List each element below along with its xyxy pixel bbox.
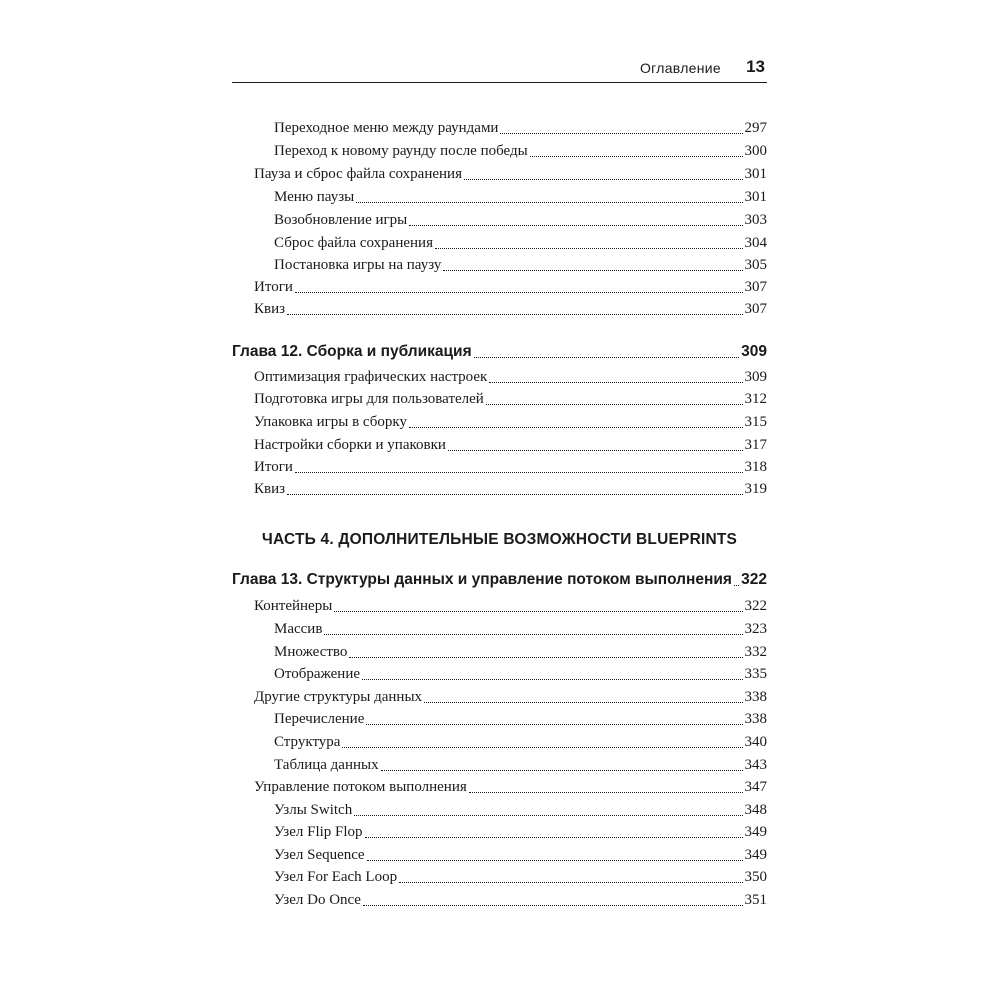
dot-leader <box>489 378 742 383</box>
toc-entry-page: 300 <box>744 143 767 159</box>
toc-entry[interactable] <box>232 140 767 162</box>
toc-entry[interactable] <box>232 186 767 208</box>
toc-entry-page: 301 <box>744 189 767 205</box>
toc-entry-page: 307 <box>744 279 767 295</box>
toc-entry-title: Сброс файла сохранения <box>274 235 433 251</box>
toc-entry-title: Управление потоком выполнения <box>254 779 467 795</box>
toc-entry[interactable] <box>232 708 767 730</box>
toc-entry-title: Узлы Switch <box>274 802 353 818</box>
dot-leader <box>448 446 743 451</box>
dot-leader <box>464 175 743 180</box>
toc-entry[interactable] <box>232 866 767 888</box>
toc-entry-page: 349 <box>744 847 767 863</box>
toc-entry-title: Глава 12. Сборка и публикация <box>232 343 472 360</box>
dot-leader <box>530 152 743 157</box>
dot-leader <box>443 266 742 271</box>
dot-leader <box>365 833 743 838</box>
toc-entry-title: Таблица данных <box>274 757 379 773</box>
dot-leader <box>366 720 742 725</box>
toc-entry-title: Возобновление игры <box>274 212 408 228</box>
toc-entry[interactable] <box>232 844 767 866</box>
toc-entry-title: Квиз <box>254 481 286 497</box>
page-header <box>232 58 767 83</box>
toc-entry-page: 348 <box>744 802 767 818</box>
toc-entry-page: 347 <box>744 779 767 795</box>
toc-entry-page: 307 <box>744 301 767 317</box>
dot-leader <box>342 743 742 748</box>
toc-entry-title: Итоги <box>254 279 293 295</box>
toc-entry-title: Перечисление <box>274 711 365 727</box>
toc-entry[interactable] <box>232 889 767 911</box>
toc-entry-page: 309 <box>744 369 767 385</box>
dot-leader <box>734 581 739 586</box>
toc-entry[interactable] <box>232 663 767 685</box>
toc-entry-page: 338 <box>744 689 767 705</box>
toc-entry[interactable] <box>232 411 767 433</box>
toc-entry-page: 323 <box>744 621 767 637</box>
toc-entry-title: Контейнеры <box>254 598 333 614</box>
toc-entry[interactable] <box>232 209 767 231</box>
dot-leader <box>409 423 743 428</box>
toc-entry[interactable] <box>232 434 767 456</box>
toc-entry[interactable] <box>232 641 767 663</box>
toc-entry-title: Узел Flip Flop <box>274 824 363 840</box>
toc-entry-title: Узел Do Once <box>274 892 361 908</box>
toc-entry[interactable] <box>232 595 767 617</box>
toc-entry[interactable] <box>232 276 767 298</box>
toc-entry-page: 351 <box>744 892 767 908</box>
toc-entry[interactable] <box>232 298 767 320</box>
dot-leader <box>367 856 743 861</box>
toc-entry-page: 315 <box>744 414 767 430</box>
dot-leader <box>349 653 742 658</box>
toc-entry-title: Структура <box>274 734 341 750</box>
toc-entry-title: Оптимизация графических настроек <box>254 369 488 385</box>
part-heading: ЧАСТЬ 4. ДОПОЛНИТЕЛЬНЫЕ ВОЗМОЖНОСТИ BLUEPRINTS <box>261 531 738 548</box>
toc-entry[interactable] <box>232 117 767 139</box>
toc-entry[interactable] <box>232 799 767 821</box>
toc-entry-page: 304 <box>744 235 767 251</box>
toc-entry-page: 309 <box>741 343 767 360</box>
dot-leader <box>363 901 743 906</box>
toc-entry[interactable] <box>232 478 767 500</box>
dot-leader <box>287 490 742 495</box>
toc-entry-page: 319 <box>744 481 767 497</box>
toc-entry-page: 317 <box>744 437 767 453</box>
toc-entry[interactable] <box>232 754 767 776</box>
toc-entry-title: Подготовка игры для пользователей <box>254 391 484 407</box>
dot-leader <box>356 198 742 203</box>
dot-leader <box>486 400 743 405</box>
toc-entry-page: 297 <box>744 120 767 136</box>
toc-entry-title: Упаковка игры в сборку <box>254 414 407 430</box>
toc-entry-page: 301 <box>744 166 767 182</box>
toc-entry-page: 343 <box>744 757 767 773</box>
toc-entry-title: Узел For Each Loop <box>274 869 398 885</box>
toc-entry[interactable] <box>232 388 767 410</box>
toc-entry-title: Множество <box>274 644 348 660</box>
toc-entry[interactable] <box>232 254 767 276</box>
toc-entry[interactable] <box>232 232 767 254</box>
toc-entry-title: Постановка игры на паузу <box>274 257 442 273</box>
page-number: 13 <box>746 57 765 76</box>
toc-entry-page: 303 <box>744 212 767 228</box>
toc-entry-title: Узел Sequence <box>274 847 365 863</box>
dot-leader <box>500 129 742 134</box>
toc-entry-title: Настройки сборки и упаковки <box>254 437 446 453</box>
toc-entry[interactable] <box>232 821 767 843</box>
toc-entry-page: 338 <box>744 711 767 727</box>
toc-entry-title: Переходное меню между раундами <box>274 120 499 136</box>
toc-entry-title: Другие структуры данных <box>254 689 423 705</box>
dot-leader <box>354 811 742 816</box>
toc-entry-page: 322 <box>744 598 767 614</box>
toc-entry-page: 312 <box>744 391 767 407</box>
toc-entry-page: 350 <box>744 869 767 885</box>
toc-entry-page: 340 <box>744 734 767 750</box>
dot-leader <box>295 288 743 293</box>
toc-entry-page: 318 <box>744 459 767 475</box>
toc-entry-page: 335 <box>744 666 767 682</box>
dot-leader <box>334 607 742 612</box>
toc-entry[interactable] <box>232 618 767 640</box>
toc-entry-title: Пауза и сброс файла сохранения <box>254 166 462 182</box>
toc-chapter-entry[interactable] <box>232 569 767 591</box>
toc-entry-title: Меню паузы <box>274 189 355 205</box>
dot-leader <box>295 468 743 473</box>
toc-chapter-entry[interactable] <box>232 341 767 363</box>
toc-entry[interactable] <box>232 776 767 798</box>
toc-entry[interactable] <box>232 163 767 185</box>
dot-leader <box>362 675 742 680</box>
dot-leader <box>381 766 743 771</box>
dot-leader <box>409 221 742 226</box>
toc-entry-title: Глава 13. Структуры данных и управление потоком выполнения <box>232 571 732 588</box>
dot-leader <box>474 353 739 358</box>
dot-leader <box>324 630 742 635</box>
toc-entry[interactable] <box>232 456 767 478</box>
toc-entry-title: Квиз <box>254 301 286 317</box>
running-section-title: Оглавление <box>639 60 721 76</box>
toc-entry[interactable] <box>232 686 767 708</box>
toc-entry-page: 322 <box>741 571 767 588</box>
toc-entry[interactable] <box>232 366 767 388</box>
toc-entry[interactable] <box>232 731 767 753</box>
toc-entry-page: 305 <box>744 257 767 273</box>
toc-entry-title: Итоги <box>254 459 293 475</box>
dot-leader <box>287 310 742 315</box>
dot-leader <box>424 698 742 703</box>
dot-leader <box>399 878 742 883</box>
dot-leader <box>469 788 743 793</box>
toc-entry-title: Переход к новому раунду после победы <box>274 143 528 159</box>
dot-leader <box>435 244 743 249</box>
toc-entry-title: Отображение <box>274 666 361 682</box>
toc-entry-page: 349 <box>744 824 767 840</box>
toc-entry-page: 332 <box>744 644 767 660</box>
toc-entry-title: Массив <box>274 621 323 637</box>
